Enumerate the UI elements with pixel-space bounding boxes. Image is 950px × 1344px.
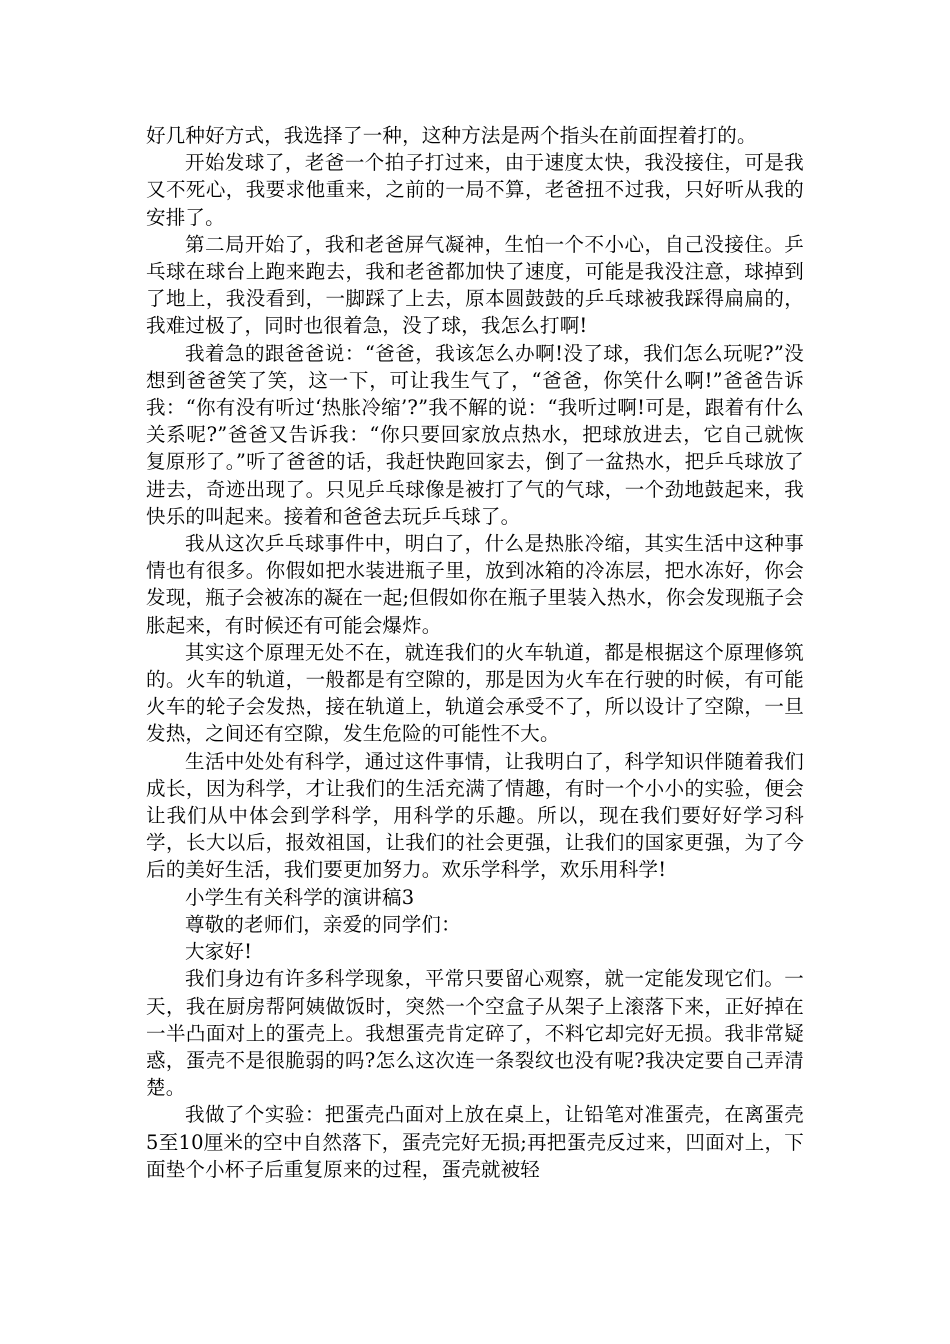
paragraph-3: 第二局开始了，我和老爸屏气凝神，生怕一个不小心，自己没接住。乒乓球在球台上跑来跑去，我和老爸都加快了速度，可能是我没注意，球掉到了地上，我没看到，一脚踩了上去，原本圆鼓鼓的乒乓球被我踩得扁扁的，我难过极了，同时也很着急，没了球，我怎么打啊! bbox=[146, 232, 804, 338]
paragraph-7: 生活中处处有科学，通过这件事情，让我明白了，科学知识伴随着我们成长，因为科学，才让我们的生活充满了情趣，有时一个小小的实验，便会让我们从中体会到学科学，用科学的乐趣。所以，现在我们要好好学习科学，长大以后，报效祖国，让我们的社会更强，让我们的国家更强，为了今后的美好生活，我们要更加努力。欢乐学科学，欢乐用科学! bbox=[146, 749, 804, 882]
paragraph-6: 其实这个原理无处不在，就连我们的火车轨道，都是根据这个原理修筑的。火车的轨道，一般都是有空隙的，那是因为火车在行驶的时候，有可能火车的轮子会发热，接在轨道上，轨道会承受不了，所以设计了空隙，一旦发热，之间还有空隙，发生危险的可能性不大。 bbox=[146, 640, 804, 746]
greeting: 大家好! bbox=[185, 940, 253, 964]
paragraph-2: 开始发球了，老爸一个拍子打过来，由于速度太快，我没接住，可是我又不死心，我要求他重来，之前的一局不算，老爸扭不过我，只好听从我的安排了。 bbox=[146, 151, 804, 229]
paragraph-8: 我们身边有许多科学现象，平常只要留心观察，就一定能发现它们。一天，我在厨房帮阿姨做饭时，突然一个空盒子从架子上滚落下来，正好掉在一半凸面对上的蛋壳上。我想蛋壳肯定碎了，不料它却完好无损。我非常疑惑，蛋壳不是很脆弱的吗?怎么这次连一条裂纹也没有呢?我决定要自己弄清楚。 bbox=[146, 967, 804, 1100]
paragraph-9: 我做了个实验：把蛋壳凸面对上放在桌上，让铅笔对准蛋壳，在离蛋壳5至10厘米的空中自然落下，蛋壳完好无损;再把蛋壳反过来，凹面对上，下面垫个小杯子后重复原来的过程，蛋壳就被轻 bbox=[146, 1103, 804, 1181]
paragraph-5: 我从这次乒乓球事件中，明白了，什么是热胀冷缩，其实生活中这种事情也有很多。你假如把水装进瓶子里，放到冰箱的冷冻层，把水冻好，你会发现，瓶子会被冻的凝在一起;但假如你在瓶子里装入热水，你会发现瓶子会胀起来，有时候还有可能会爆炸。 bbox=[146, 532, 804, 637]
salutation: 尊敬的老师们，亲爱的同学们： bbox=[185, 912, 461, 936]
paragraph-4: 我着急的跟爸爸说：“爸爸，我该怎么办啊!没了球，我们怎么玩呢?”没想到爸爸笑了笑，这一下，可让我生气了，“爸爸，你笑什么啊!”爸爸告诉我：“你有没有听过‘热胀冷缩’?”我不解的说：“我听过啊!可是，跟着有什么关系呢?”爸爸又告诉我：“你只要回家放点热水，把球放进去，它自己就恢复原形了。”听了爸爸的话，我赶快跑回家去，倒了一盆热水，把乒乓球放了进去，奇迹出现了。只见乒乓球像是被打了气的气球，一个劲地鼓起来，我快乐的叫起来。接着和爸爸去玩乒乓球了。 bbox=[146, 341, 804, 528]
section-title: 小学生有关科学的演讲稿3 bbox=[185, 885, 415, 909]
paragraph-1: 好几种好方式，我选择了一种，这种方法是两个指头在前面捏着打的。 bbox=[146, 124, 757, 147]
document-page bbox=[146, 122, 804, 1183]
